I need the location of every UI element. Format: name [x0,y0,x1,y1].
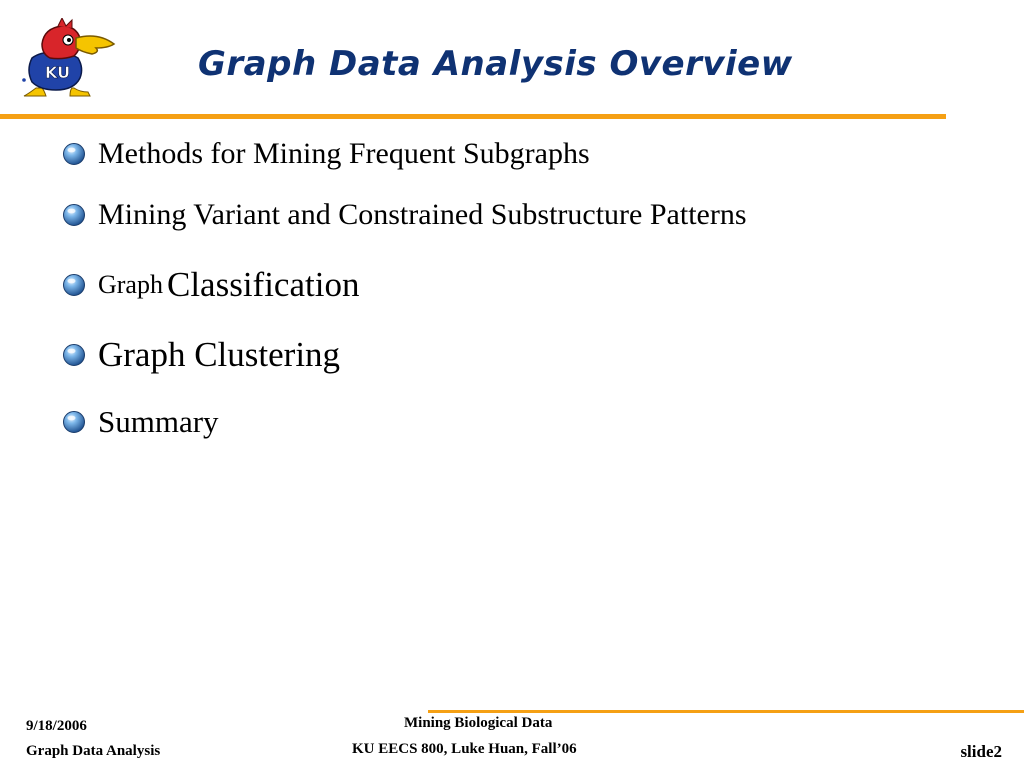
footer-date: 9/18/2006 [26,718,87,734]
bullet-text-small: Graph [98,270,163,299]
slide-title: Graph Data Analysis Overview [198,44,793,84]
svg-text:KU: KU [45,63,71,82]
bullet-item [62,265,359,305]
footer-subtitle: Graph Data Analysis [26,743,161,759]
blue-orb-icon [62,410,86,434]
blue-orb-icon [62,273,86,297]
bullet-text: Mining Variant and Constrained Substructure Patterns [98,198,747,231]
bullet-item [62,137,590,171]
title-divider [0,114,946,119]
bullet-item [62,404,219,440]
blue-orb-icon [62,343,86,367]
blue-orb-icon [62,203,86,227]
bullet-text: Methods for Mining Frequent Subgraphs [98,137,590,170]
bullet-item [62,335,340,375]
jayhawk-logo-icon [18,18,118,100]
blue-orb-icon [62,142,86,166]
bullet-text: Graph Clustering [98,335,341,374]
bullet-text: Summary [98,404,219,439]
footer-divider [428,710,1024,713]
footer-course-info: KU EECS 800, Luke Huan, Fall’06 [352,741,577,757]
footer-course-title: Mining Biological Data [404,715,553,731]
bullet-item [62,198,747,232]
bullet-text-large: Classification [166,265,360,304]
slide-number: slide2 [960,742,1002,761]
